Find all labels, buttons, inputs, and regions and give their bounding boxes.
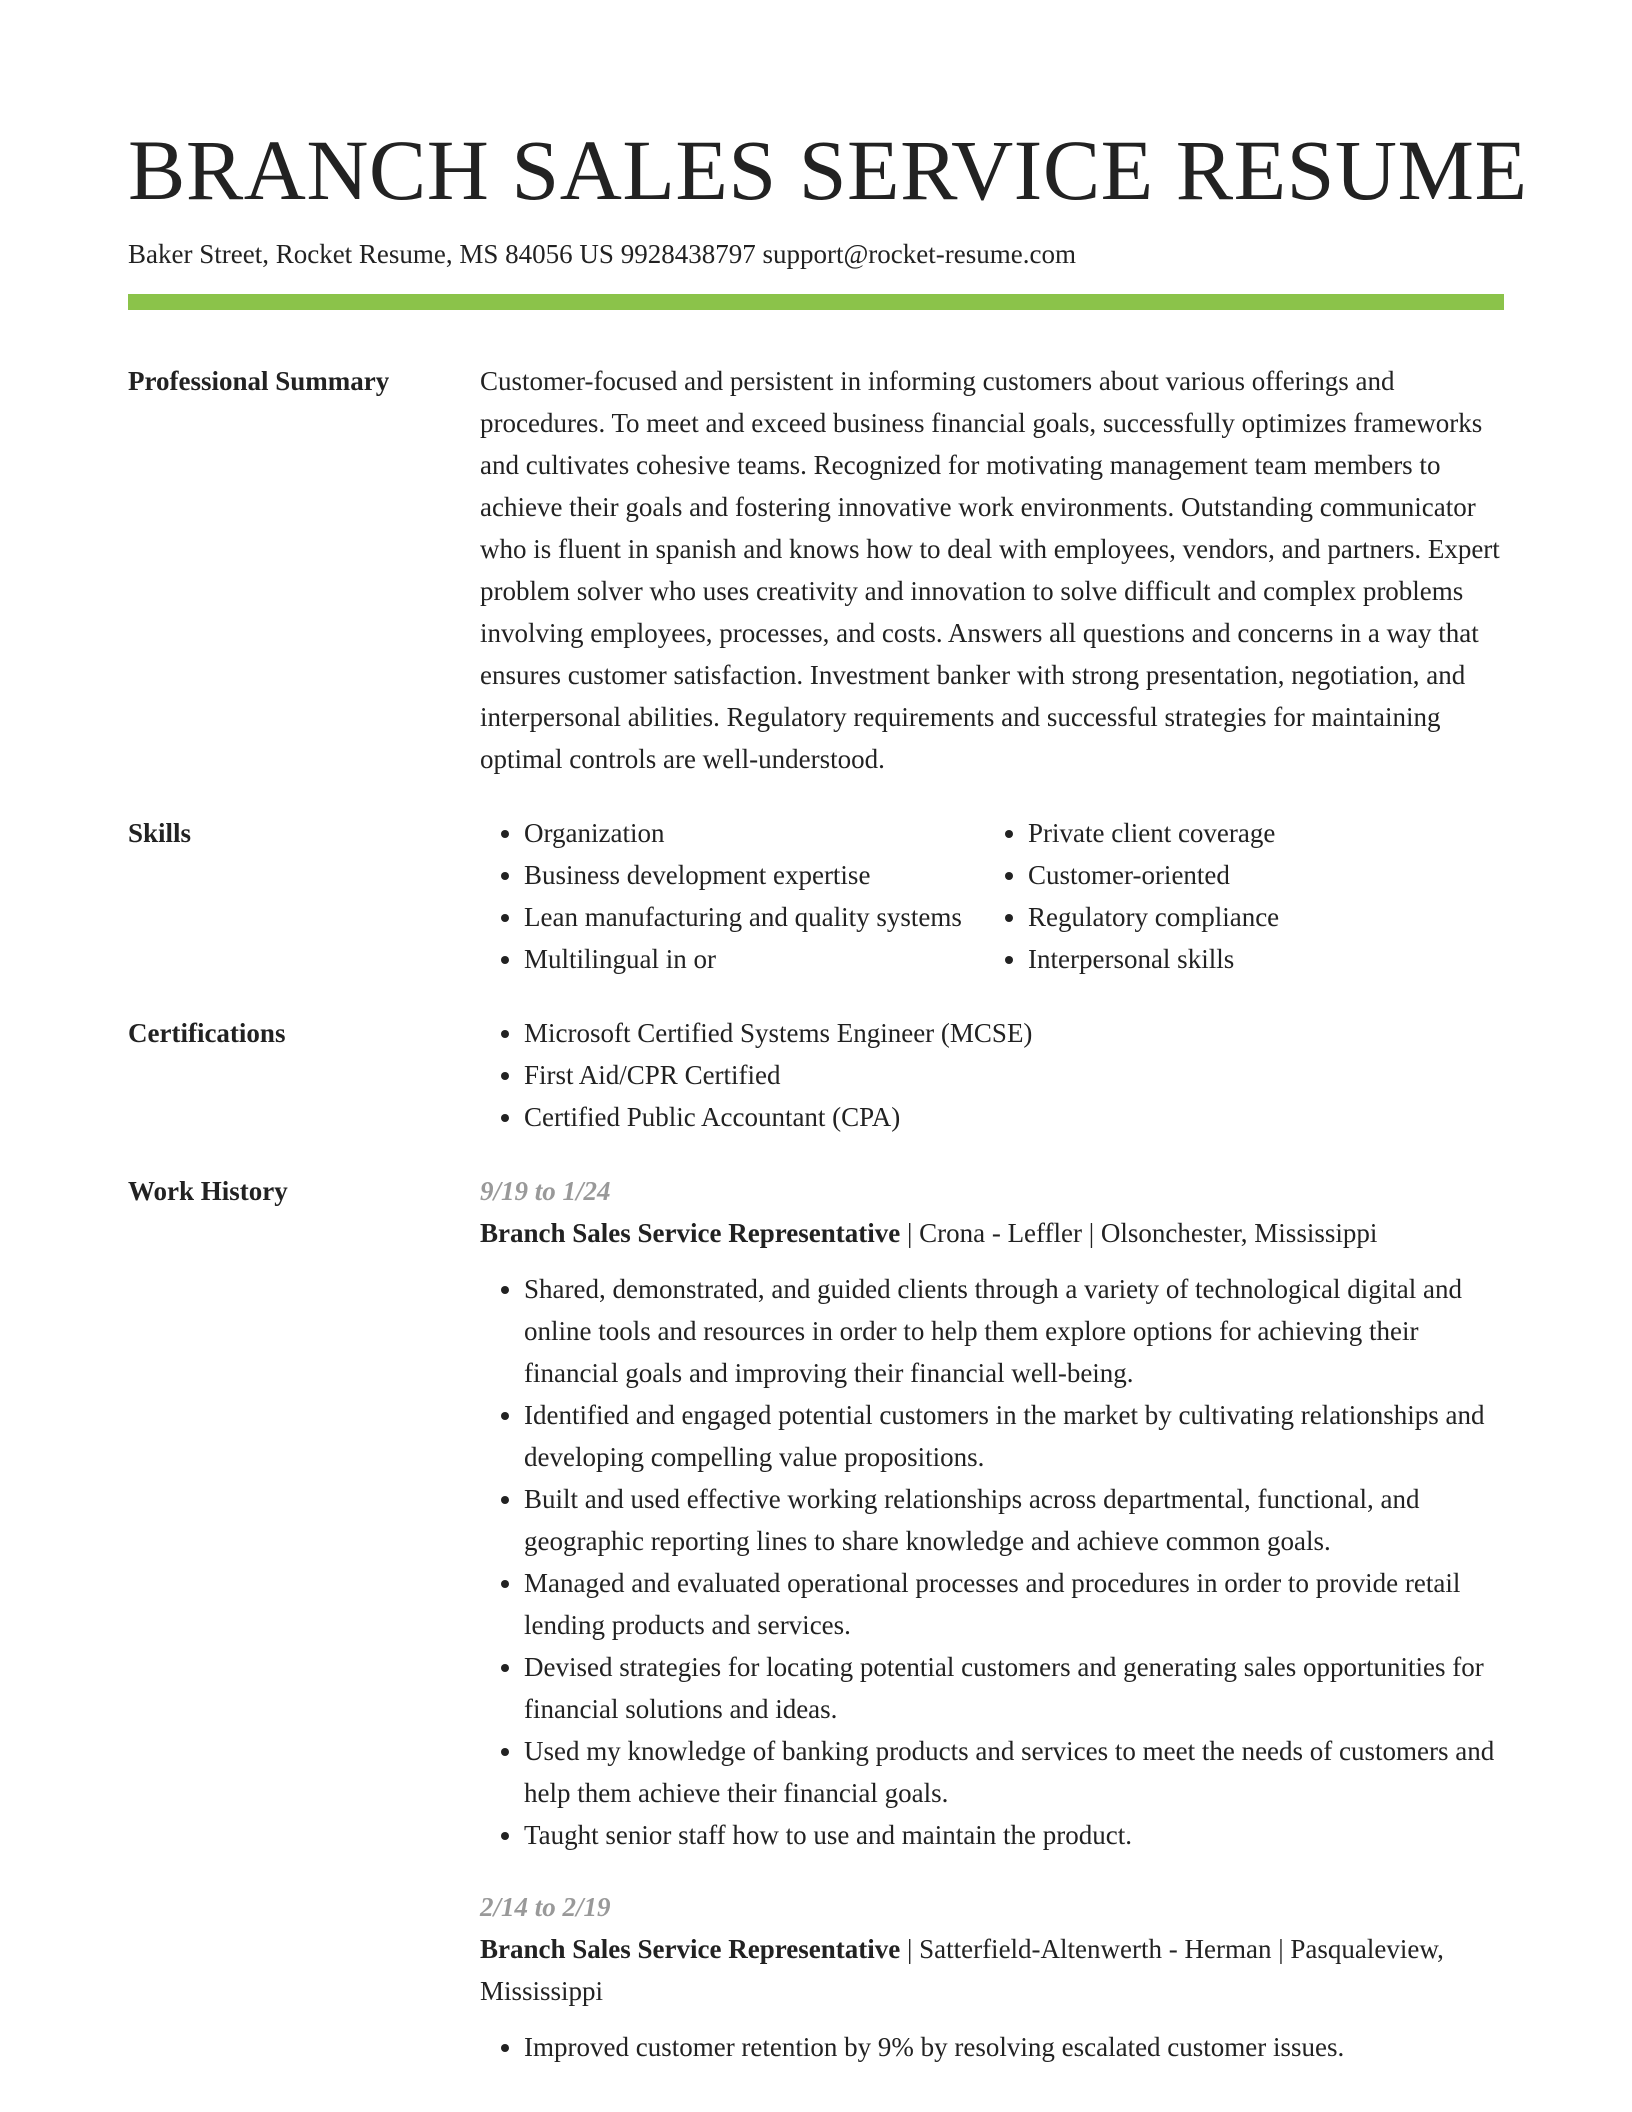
- job-bullet: • Built and used effective working relationships across departmental, functional, and geographic reporting lines to share knowledge and achieve common goals.: [524, 1478, 1504, 1562]
- resume-title: BRANCH SALES SERVICE RESUME: [128, 122, 1528, 218]
- contact-line: Baker Street, Rocket Resume, MS 84056 US 9928438797 support@rocket-resume.com: [128, 239, 1076, 269]
- job-bullet: • Improved customer retention by 9% by resolving escalated customer issues.: [524, 2026, 1504, 2068]
- job-title: Branch Sales Service Representative: [480, 1934, 901, 1964]
- resume-page: [128, 120, 1528, 2068]
- skill-item: • Customer-oriented: [1028, 854, 1488, 896]
- job-bullet: • Identified and engaged potential customers in the market by cultivating relationships and developing compelling value propositions.: [524, 1394, 1504, 1478]
- job-bullet: • Shared, demonstrated, and guided clients through a variety of technological digital and online tools and resources in order to help them explore options for achieving their financial goals and improving their financial well-being.: [524, 1268, 1504, 1394]
- certifications-section: [128, 1012, 1504, 1138]
- job-heading: [480, 1212, 1504, 1254]
- skills-section: [128, 812, 1504, 980]
- work-history-label: Work History: [128, 1176, 288, 1206]
- skills-list: [480, 812, 1504, 980]
- job-bullets: [480, 2026, 1504, 2068]
- job-bullet: • Managed and evaluated operational processes and procedures in order to provide retail lending products and services.: [524, 1562, 1504, 1646]
- job-details: | Crona - Leffler | Olsonchester, Mississippi: [900, 1218, 1378, 1248]
- job-entry: [480, 1886, 1504, 2068]
- accent-divider: [128, 294, 1504, 310]
- skill-item: • Organization: [524, 812, 984, 854]
- job-bullet: • Devised strategies for locating potential customers and generating sales opportunities for financial solutions and ideas.: [524, 1646, 1504, 1730]
- summary-section: [128, 360, 1504, 780]
- skill-item: • Regulatory compliance: [1028, 896, 1488, 938]
- job-bullet: • Taught senior staff how to use and maintain the product.: [524, 1814, 1504, 1856]
- certification-item: • First Aid/CPR Certified: [524, 1054, 1504, 1096]
- skill-item: • Business development expertise: [524, 854, 984, 896]
- certifications-list: [480, 1012, 1504, 1138]
- skill-item: • Lean manufacturing and quality systems: [524, 896, 984, 938]
- job-dates: 2/14 to 2/19: [480, 1892, 611, 1922]
- job-title: Branch Sales Service Representative: [480, 1218, 901, 1248]
- certification-item: • Microsoft Certified Systems Engineer (MCSE): [524, 1012, 1504, 1054]
- summary-body: [480, 360, 1504, 780]
- summary-label: Professional Summary: [128, 366, 390, 396]
- certifications-body: [480, 1012, 1504, 1138]
- work-history-section: [128, 1170, 1504, 2068]
- skill-item: • Multilingual in or: [524, 938, 984, 980]
- job-bullet: • Used my knowledge of banking products and services to meet the needs of customers and help them achieve their financial goals.: [524, 1730, 1504, 1814]
- certification-item: • Certified Public Accountant (CPA): [524, 1096, 1504, 1138]
- skills-column-1: [480, 812, 984, 980]
- job-bullets: [480, 1268, 1504, 1856]
- job-heading: [480, 1928, 1504, 2012]
- skill-item: • Interpersonal skills: [1028, 938, 1488, 980]
- work-history-body: [480, 1170, 1504, 2068]
- skills-label: Skills: [128, 818, 192, 848]
- job-details: | Satterfield-Altenwerth - Herman | Pasqualeview, Mississippi: [480, 1934, 1444, 2006]
- skill-item: • Private client coverage: [1028, 812, 1488, 854]
- job-entry: [480, 1170, 1504, 1856]
- job-dates: 9/19 to 1/24: [480, 1176, 611, 1206]
- summary-text: Customer-focused and persistent in informing customers about various offerings and procedures. To meet and exceed business financial goals, successfully optimizes frameworks and cultivates cohesive teams. Recognized for motivating management team members to achieve their goals and fostering innovative work environments. Outstanding communicator who is fluent in spanish and knows how to deal with employees, vendors, and partners. Expert problem solver who uses creativity and innovation to solve difficult and complex problems involving employees, processes, and costs. Answers all questions and concerns in a way that ensures customer satisfaction. Investment banker with strong presentation, negotiation, and interpersonal abilities. Regulatory requirements and successful strategies for maintaining optimal controls are well-understood.: [480, 366, 1500, 774]
- skills-column-2: [984, 812, 1488, 980]
- certifications-label: Certifications: [128, 1018, 286, 1048]
